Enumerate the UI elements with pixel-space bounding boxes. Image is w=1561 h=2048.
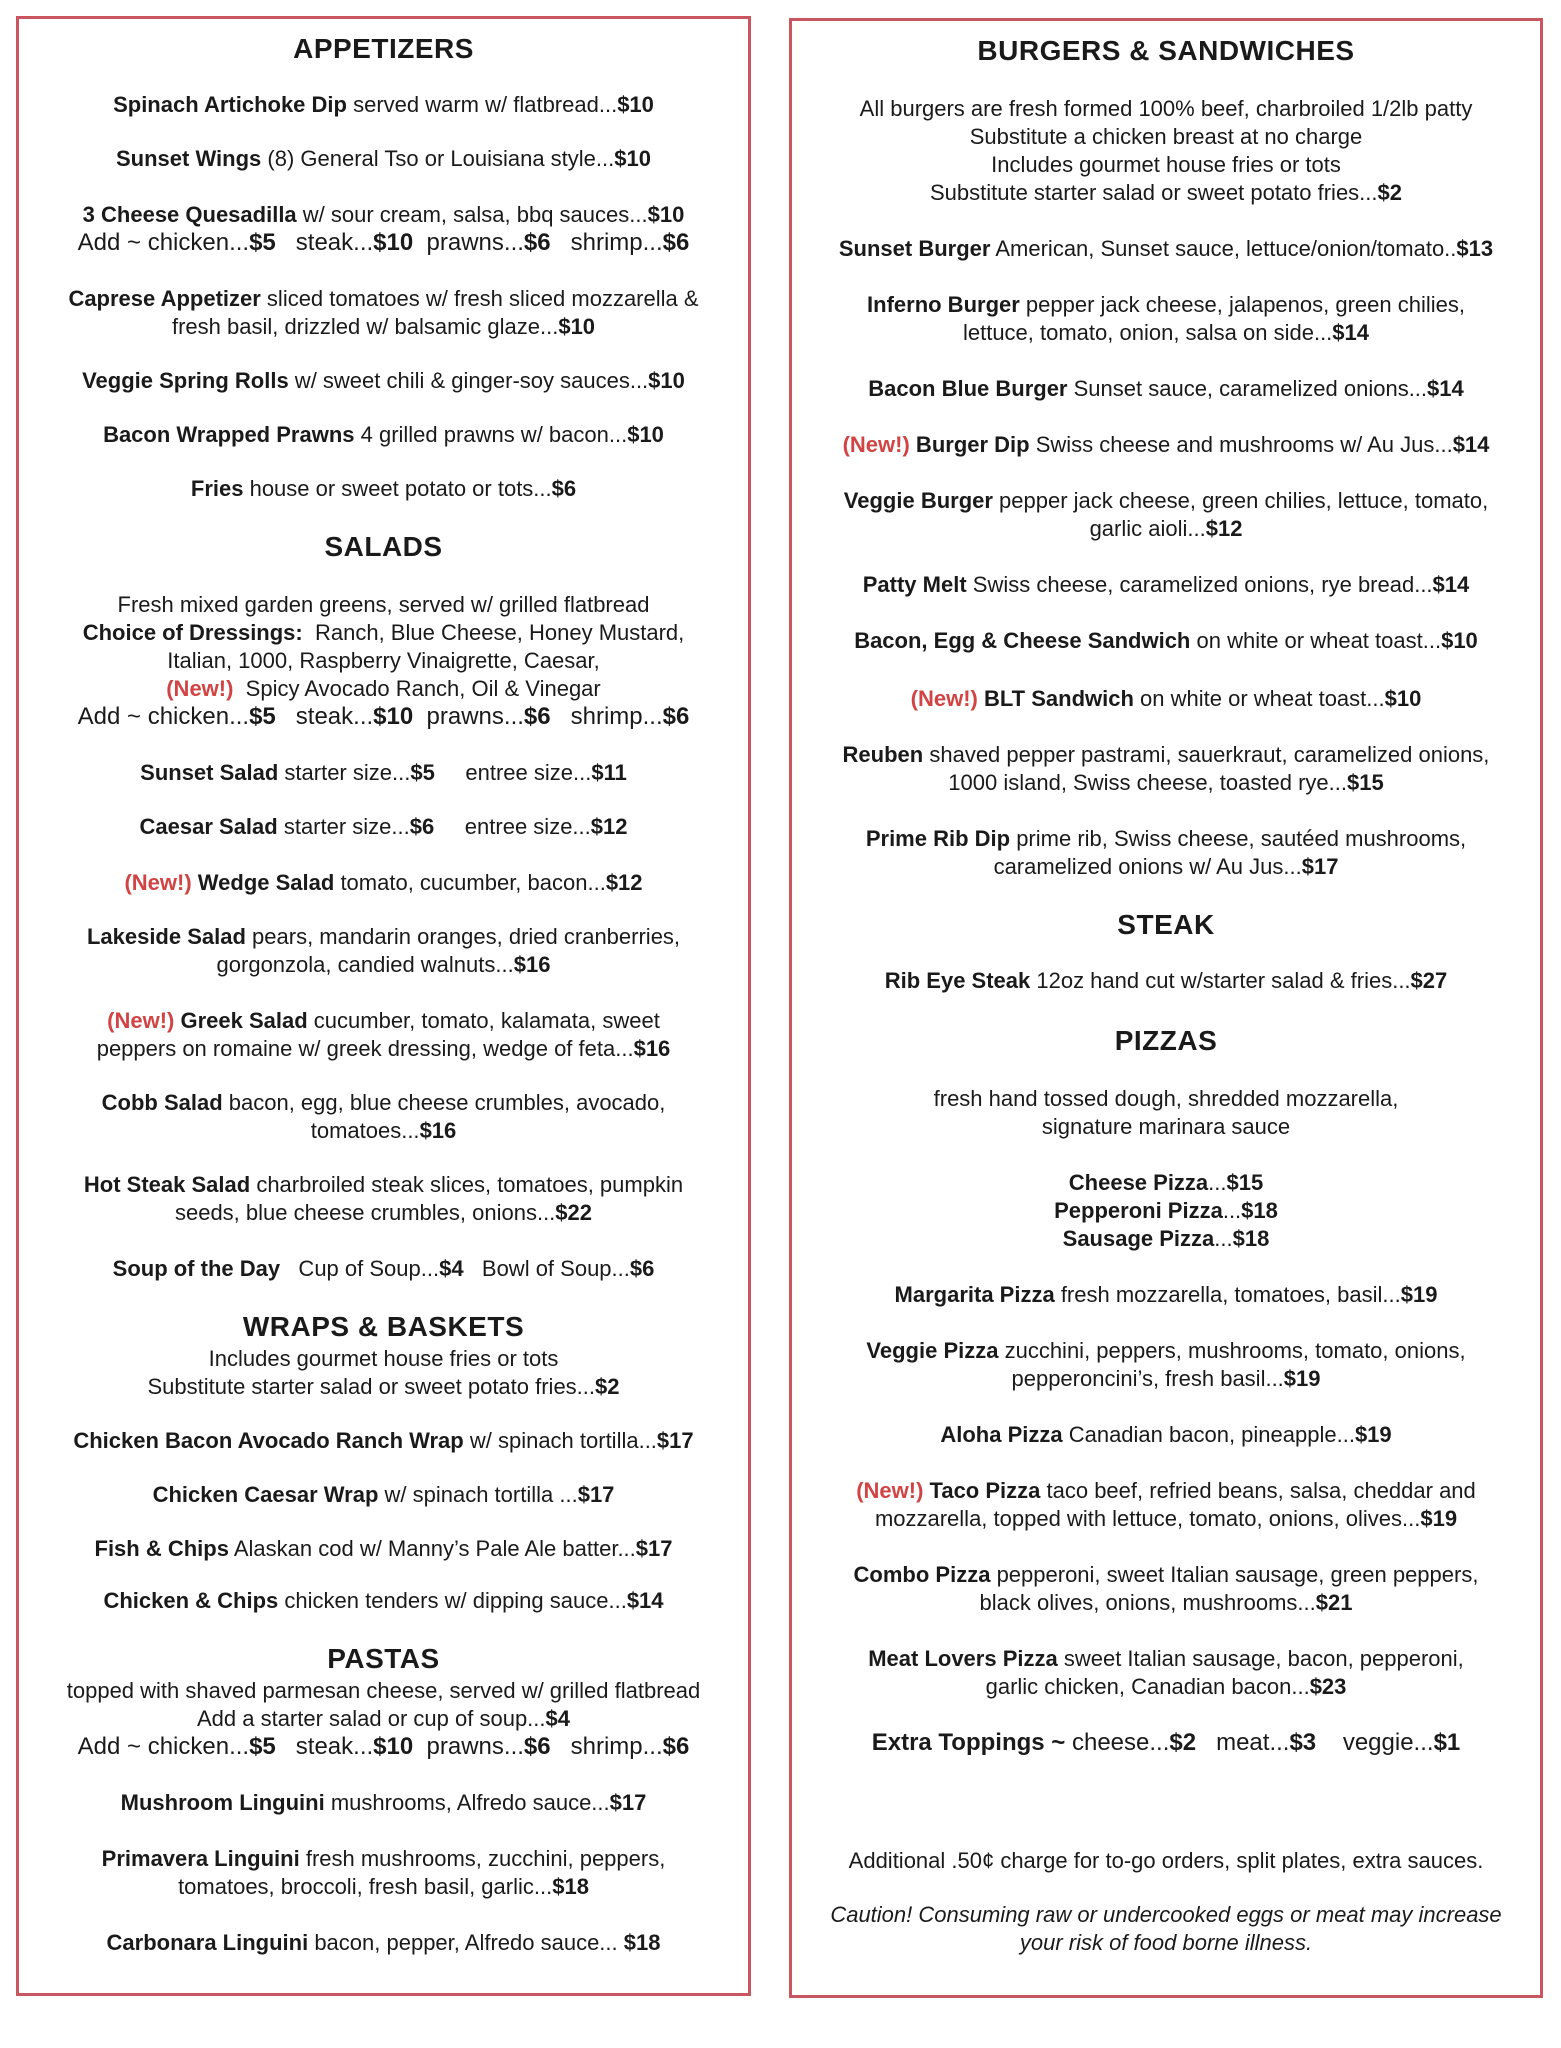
menu-text: Includes gourmet house fries or tots (991, 152, 1341, 177)
price: $6 (523, 229, 551, 256)
menu-text: Add ~ chicken... (77, 703, 250, 730)
price: $10 (614, 146, 651, 171)
menu-line (800, 1929, 1532, 1957)
menu-line (27, 951, 740, 979)
menu-text: Additional .50¢ charge for to-go orders, split plates, extra sauces. (848, 1848, 1484, 1873)
menu-text: prawns... (413, 703, 524, 730)
menu-text: zucchini, peppers, mushrooms, tomato, onions, (998, 1338, 1466, 1363)
item-name: Caesar Salad (139, 814, 278, 839)
price: $4 (545, 1706, 570, 1731)
menu-line (27, 1255, 740, 1283)
menu-text: fresh mushrooms, zucchini, peppers, (299, 1846, 666, 1871)
menu-text: charbroiled steak slices, tomatoes, pumpkin (250, 1172, 684, 1197)
item-name: Chicken & Chips (103, 1588, 279, 1613)
price: $6 (523, 703, 551, 730)
menu-text: 4 grilled prawns w/ bacon... (354, 422, 628, 447)
price: $10 (373, 703, 414, 730)
new-badge: (New!) (856, 1478, 924, 1503)
menu-line (27, 813, 740, 841)
menu-text: Add a starter salad or cup of soup... (196, 1706, 546, 1731)
menu-text: seeds, blue cheese crumbles, onions... (174, 1200, 556, 1225)
price: $19 (1283, 1366, 1321, 1391)
item-name: 3 Cheese Quesadilla (82, 202, 297, 227)
menu-text: American, Sunset sauce, lettuce/onion/tomato.. (990, 236, 1457, 261)
menu-line (800, 1645, 1532, 1673)
menu-line (800, 1421, 1532, 1449)
caution-text: your risk of food borne illness. (1019, 1930, 1313, 1955)
menu-text: sliced tomatoes w/ fresh sliced mozzarella & (260, 286, 699, 311)
item-name: Rib Eye Steak (884, 968, 1031, 993)
item-name: Cobb Salad (101, 1090, 223, 1115)
menu-text: shrimp... (550, 229, 663, 256)
menu-line (27, 759, 740, 787)
menu-line (800, 1673, 1532, 1701)
section-title: WRAPS & BASKETS (242, 1311, 525, 1342)
menu-text: tomato, cucumber, bacon... (334, 870, 606, 895)
menu-text: pears, mandarin oranges, dried cranberries, (245, 924, 681, 949)
menu-line (27, 1535, 740, 1563)
item-name: Spinach Artichoke Dip (113, 92, 347, 117)
menu-text: black olives, onions, mushrooms... (979, 1590, 1316, 1615)
menu-line (27, 1007, 740, 1035)
menu-line (27, 285, 740, 313)
menu-line (27, 1373, 740, 1401)
price: $6 (523, 1733, 551, 1760)
menu-line (27, 367, 740, 395)
menu-line (800, 95, 1532, 123)
menu-line (27, 869, 740, 897)
menu-line (27, 1705, 740, 1733)
menu-text: Cup of Soup... (280, 1256, 440, 1281)
menu-text: peppers on romaine w/ greek dressing, wedge of feta... (96, 1036, 634, 1061)
price: $18 (1232, 1226, 1270, 1251)
menu-line (27, 923, 740, 951)
price: $5 (249, 703, 276, 730)
menu-text: fresh hand tossed dough, shredded mozzarella, (933, 1086, 1399, 1111)
menu-text: starter size... (277, 814, 410, 839)
menu-line (800, 1337, 1532, 1365)
menu-line (800, 853, 1532, 881)
item-name: Choice of Dressings: (82, 620, 303, 645)
menu-text: Alaskan cod w/ Manny’s Pale Ale batter... (228, 1536, 636, 1561)
menu-text: steak... (275, 703, 374, 730)
menu-text: steak... (275, 1733, 374, 1760)
item-name: Carbonara Linguini (106, 1930, 309, 1955)
menu-text: mozzarella, topped with lettuce, tomato, onions, olives... (874, 1506, 1421, 1531)
menu-line (800, 487, 1532, 515)
price: $18 (623, 1930, 661, 1955)
menu-text: shrimp... (550, 1733, 663, 1760)
item-name: Chicken Caesar Wrap (152, 1482, 379, 1507)
menu-line (800, 291, 1532, 319)
menu-line (800, 515, 1532, 543)
menu-line (27, 1089, 740, 1117)
menu-line (27, 313, 740, 341)
menu-text: bacon, egg, blue cheese crumbles, avocado, (222, 1090, 666, 1115)
section-title: PIZZAS (1114, 1025, 1218, 1056)
item-name: Fish & Chips (94, 1536, 229, 1561)
menu-text: fresh basil, drizzled w/ balsamic glaze... (171, 314, 559, 339)
menu-line (27, 91, 740, 119)
menu-text: tomatoes... (310, 1118, 420, 1143)
menu-line (800, 1225, 1532, 1253)
item-name: Extra Toppings ~ (871, 1729, 1066, 1756)
menu-text: prime rib, Swiss cheese, sautéed mushrooms, (1010, 826, 1467, 851)
menu-line (800, 627, 1532, 655)
menu-text: (8) General Tso or Louisiana style... (261, 146, 615, 171)
menu-text: garlic chicken, Canadian bacon... (985, 1674, 1310, 1699)
item-name: Patty Melt (862, 572, 967, 597)
price: $5 (249, 229, 276, 256)
menu-line (27, 1345, 740, 1373)
price: $5 (410, 760, 435, 785)
menu-line (800, 1561, 1532, 1589)
menu-text: w/ spinach tortilla... (463, 1428, 657, 1453)
menu-text: Bowl of Soup... (463, 1256, 630, 1281)
price: $18 (1241, 1198, 1278, 1223)
menu-text: caramelized onions w/ Au Jus... (993, 854, 1302, 879)
menu-line (800, 769, 1532, 797)
menu-text: 1000 island, Swiss cheese, toasted rye... (948, 770, 1347, 795)
new-badge: (New!) (910, 686, 978, 711)
menu-text: taco beef, refried beans, salsa, cheddar and (1040, 1478, 1476, 1503)
price: $16 (419, 1118, 457, 1143)
menu-line (800, 1281, 1532, 1309)
menu-line (800, 179, 1532, 207)
price: $17 (1301, 854, 1339, 879)
menu-text: house or sweet potato or tots... (243, 476, 552, 501)
item-name: Bacon Wrapped Prawns (103, 422, 355, 447)
menu-text: ... (1208, 1170, 1227, 1195)
item-name: Prime Rib Dip (865, 826, 1011, 851)
item-name: Combo Pizza (853, 1562, 991, 1587)
item-name: Fries (190, 476, 244, 501)
menu-line (27, 1873, 740, 1901)
price: $6 (662, 1733, 690, 1760)
menu-line (800, 685, 1532, 713)
item-name: Wedge Salad (191, 870, 335, 895)
price: $21 (1315, 1590, 1353, 1615)
menu-text: Fresh mixed garden greens, served w/ grilled flatbread (117, 592, 650, 617)
menu-line (27, 1845, 740, 1873)
menu-line (27, 703, 740, 731)
item-name: Veggie Pizza (866, 1338, 999, 1363)
new-badge: (New!) (124, 870, 192, 895)
price: $2 (595, 1374, 620, 1399)
menu-line (800, 235, 1532, 263)
menu-text: w/ sweet chili & ginger-soy sauces... (288, 368, 649, 393)
price: $17 (656, 1428, 694, 1453)
menu-text: prawns... (413, 229, 524, 256)
price: $6 (662, 229, 690, 256)
item-name: Hot Steak Salad (83, 1172, 251, 1197)
price: $13 (1456, 236, 1494, 261)
price: $3 (1289, 1729, 1317, 1756)
menu-line (27, 1035, 740, 1063)
item-name: Mushroom Linguini (120, 1790, 325, 1815)
menu-line (27, 1929, 740, 1957)
menu-text: tomatoes, broccoli, fresh basil, garlic... (178, 1874, 553, 1899)
menu-text: lettuce, tomato, onion, salsa on side... (962, 320, 1333, 345)
item-name: Taco Pizza (923, 1478, 1041, 1503)
item-name: Sunset Wings (116, 146, 262, 171)
menu-text: fresh mozzarella, tomatoes, basil... (1054, 1282, 1401, 1307)
item-name: Margarita Pizza (894, 1282, 1055, 1307)
menu-text: signature marinara sauce (1041, 1114, 1291, 1139)
menu-text: on white or wheat toast... (1133, 686, 1385, 711)
menu-text: ... (1214, 1226, 1233, 1251)
item-name: Reuben (842, 742, 924, 767)
item-name: Primavera Linguini (101, 1846, 300, 1871)
menu-line (800, 1365, 1532, 1393)
menu-text: gorgonzola, candied walnuts... (216, 952, 514, 977)
price: $6 (409, 814, 435, 839)
menu-text: Add ~ chicken... (77, 229, 250, 256)
menu-text: ... (1222, 1198, 1242, 1223)
menu-text: Ranch, Blue Cheese, Honey Mustard, (302, 620, 685, 645)
menu-line (27, 475, 740, 503)
item-name: BLT Sandwich (977, 686, 1134, 711)
menu-text: Substitute a chicken breast at no charge (969, 124, 1363, 149)
price: $14 (1427, 376, 1464, 401)
price: $12 (605, 870, 643, 895)
section-title: PASTAS (327, 1643, 440, 1674)
menu-text: veggie... (1316, 1729, 1434, 1756)
price: $1 (1433, 1729, 1461, 1756)
price: $23 (1309, 1674, 1347, 1699)
menu-line (800, 1847, 1532, 1875)
menu-text: Swiss cheese and mushrooms w/ Au Jus... (1029, 432, 1453, 457)
price: $10 (617, 92, 654, 117)
menu-text: w/ spinach tortilla ... (378, 1482, 578, 1507)
new-badge: (New!) (842, 432, 910, 457)
price: $10 (373, 1733, 414, 1760)
menu-text: Substitute starter salad or sweet potato fries... (147, 1374, 596, 1399)
menu-line (27, 591, 740, 619)
item-name: Sausage Pizza (1062, 1226, 1215, 1251)
menu-line (800, 123, 1532, 151)
menu-text: Swiss cheese, caramelized onions, rye bread... (966, 572, 1433, 597)
price: $17 (609, 1790, 647, 1815)
item-name: Greek Salad (174, 1008, 308, 1033)
menu-text: pepperoni, sweet Italian sausage, green peppers, (990, 1562, 1479, 1587)
menu-line (27, 1427, 740, 1455)
price: $10 (648, 368, 685, 393)
item-name: Cheese Pizza (1068, 1170, 1209, 1195)
menu-text: meat... (1196, 1729, 1290, 1756)
menu-line (800, 741, 1532, 769)
section-title: STEAK (1117, 909, 1215, 940)
menu-text: pepperoncini’s, fresh basil... (1011, 1366, 1284, 1391)
menu-line (27, 1587, 740, 1615)
price: $14 (626, 1588, 664, 1613)
item-name: Pepperoni Pizza (1054, 1198, 1223, 1223)
item-name: Veggie Burger (843, 488, 993, 513)
menu-line (800, 1113, 1532, 1141)
price: $11 (591, 760, 627, 785)
item-name: Chicken Bacon Avocado Ranch Wrap (73, 1428, 464, 1453)
menu-line (27, 1199, 740, 1227)
price: $12 (1205, 516, 1243, 541)
item-name: Caprese Appetizer (68, 286, 261, 311)
menu-text: served warm w/ flatbread... (346, 92, 618, 117)
menu-text: on white or wheat toast... (1190, 628, 1442, 653)
price: $6 (629, 1256, 655, 1281)
price: $6 (662, 703, 690, 730)
menu-text: 12oz hand cut w/starter salad & fries... (1030, 968, 1411, 993)
price: $14 (1432, 572, 1470, 597)
item-name: Inferno Burger (867, 292, 1020, 317)
price: $27 (1410, 968, 1448, 993)
menu-text: topped with shaved parmesan cheese, served w/ grilled flatbread (66, 1678, 701, 1703)
price: $19 (1420, 1506, 1458, 1531)
menu-line (800, 967, 1532, 995)
menu-text: Spicy Avocado Ranch, Oil & Vinegar (233, 676, 601, 701)
item-name: Veggie Spring Rolls (82, 368, 289, 393)
menu-text: Substitute starter salad or sweet potato fries... (929, 180, 1378, 205)
menu-line (27, 229, 740, 257)
menu-text: sweet Italian sausage, bacon, pepperoni, (1057, 1646, 1464, 1671)
menu-text: Includes gourmet house fries or tots (208, 1346, 559, 1371)
menu-line (800, 571, 1532, 599)
menu-line (800, 151, 1532, 179)
menu-text: w/ sour cream, salsa, bbq sauces... (296, 202, 648, 227)
menu-text: Add ~ chicken... (77, 1733, 250, 1760)
menu-text: shrimp... (550, 703, 663, 730)
item-name: Aloha Pizza (940, 1422, 1063, 1447)
menu-line (800, 825, 1532, 853)
price: $6 (551, 476, 577, 501)
menu-line (800, 1197, 1532, 1225)
menu-line (800, 1477, 1532, 1505)
price: $14 (1452, 432, 1490, 457)
price: $2 (1377, 180, 1403, 205)
price: $19 (1400, 1282, 1438, 1307)
menu-line (800, 375, 1532, 403)
item-name: Soup of the Day (112, 1256, 281, 1281)
menu-line (800, 431, 1532, 459)
price: $16 (513, 952, 551, 977)
menu-line (27, 619, 740, 647)
menu-text: starter size... (278, 760, 411, 785)
price: $17 (635, 1536, 673, 1561)
price: $22 (555, 1200, 593, 1225)
section-title: BURGERS & SANDWICHES (977, 35, 1355, 66)
menu-text: entree size... (434, 760, 592, 785)
price: $10 (373, 229, 414, 256)
menu-text: garlic aioli... (1089, 516, 1206, 541)
menu-line (800, 1169, 1532, 1197)
menu-line (27, 1789, 740, 1817)
menu-line (27, 1677, 740, 1705)
item-name: Sunset Burger (838, 236, 991, 261)
menu-line (27, 145, 740, 173)
menu-text: cucumber, tomato, kalamata, sweet (307, 1008, 660, 1033)
menu-line (800, 319, 1532, 347)
price: $19 (1354, 1422, 1392, 1447)
menu-text: bacon, pepper, Alfredo sauce... (308, 1930, 624, 1955)
price: $4 (439, 1256, 464, 1281)
item-name: Burger Dip (909, 432, 1030, 457)
price: $10 (558, 314, 596, 339)
menu-text: Canadian bacon, pineapple... (1062, 1422, 1355, 1447)
item-name: Bacon Blue Burger (868, 376, 1068, 401)
price: $15 (1226, 1170, 1264, 1195)
item-name: Meat Lovers Pizza (868, 1646, 1058, 1671)
price: $5 (249, 1733, 276, 1760)
price: $15 (1346, 770, 1384, 795)
menu-text: steak... (275, 229, 374, 256)
price: $10 (627, 422, 664, 447)
menu-line (27, 1171, 740, 1199)
item-name: Sunset Salad (140, 760, 279, 785)
menu-text: chicken tenders w/ dipping sauce... (278, 1588, 627, 1613)
menu-line (800, 1085, 1532, 1113)
menu-text: pepper jack cheese, green chilies, lettuce, tomato, (992, 488, 1489, 513)
menu-text: Sunset sauce, caramelized onions... (1067, 376, 1428, 401)
menu-text: prawns... (413, 1733, 524, 1760)
new-badge: (New!) (107, 1008, 175, 1033)
menu-text: cheese... (1065, 1729, 1170, 1756)
menu-line (27, 1117, 740, 1145)
menu-line (27, 201, 740, 229)
menu-text: shaved pepper pastrami, sauerkraut, caramelized onions, (923, 742, 1490, 767)
menu-line (27, 421, 740, 449)
menu-text: entree size... (434, 814, 591, 839)
menu-line (27, 647, 740, 675)
left-menu-column (16, 16, 751, 1996)
new-badge: (New!) (166, 676, 234, 701)
price: $10 (1384, 686, 1422, 711)
item-name: Bacon, Egg & Cheese Sandwich (854, 628, 1191, 653)
price: $10 (647, 202, 685, 227)
menu-line (27, 1733, 740, 1761)
menu-text: mushrooms, Alfredo sauce... (324, 1790, 610, 1815)
item-name: Lakeside Salad (86, 924, 246, 949)
price: $2 (1169, 1729, 1197, 1756)
menu-line (800, 1589, 1532, 1617)
section-title: SALADS (324, 531, 443, 562)
menu-text: pepper jack cheese, jalapenos, green chilies, (1019, 292, 1465, 317)
price: $12 (590, 814, 628, 839)
menu-text: Italian, 1000, Raspberry Vinaigrette, Caesar, (167, 648, 600, 673)
right-menu-column (789, 18, 1543, 1998)
caution-text: Caution! Consuming raw or undercooked eggs or meat may increase (830, 1902, 1502, 1927)
menu-line (800, 1729, 1532, 1757)
price: $16 (633, 1036, 671, 1061)
section-title: APPETIZERS (293, 33, 474, 64)
price: $10 (1441, 628, 1478, 653)
menu-line (27, 1481, 740, 1509)
price: $17 (577, 1482, 615, 1507)
menu-line (800, 1505, 1532, 1533)
price: $14 (1332, 320, 1370, 345)
menu-line (27, 675, 740, 703)
price: $18 (552, 1874, 589, 1899)
menu-text: All burgers are fresh formed 100% beef, charbroiled 1/2lb patty (859, 96, 1473, 121)
menu-line (800, 1901, 1532, 1929)
